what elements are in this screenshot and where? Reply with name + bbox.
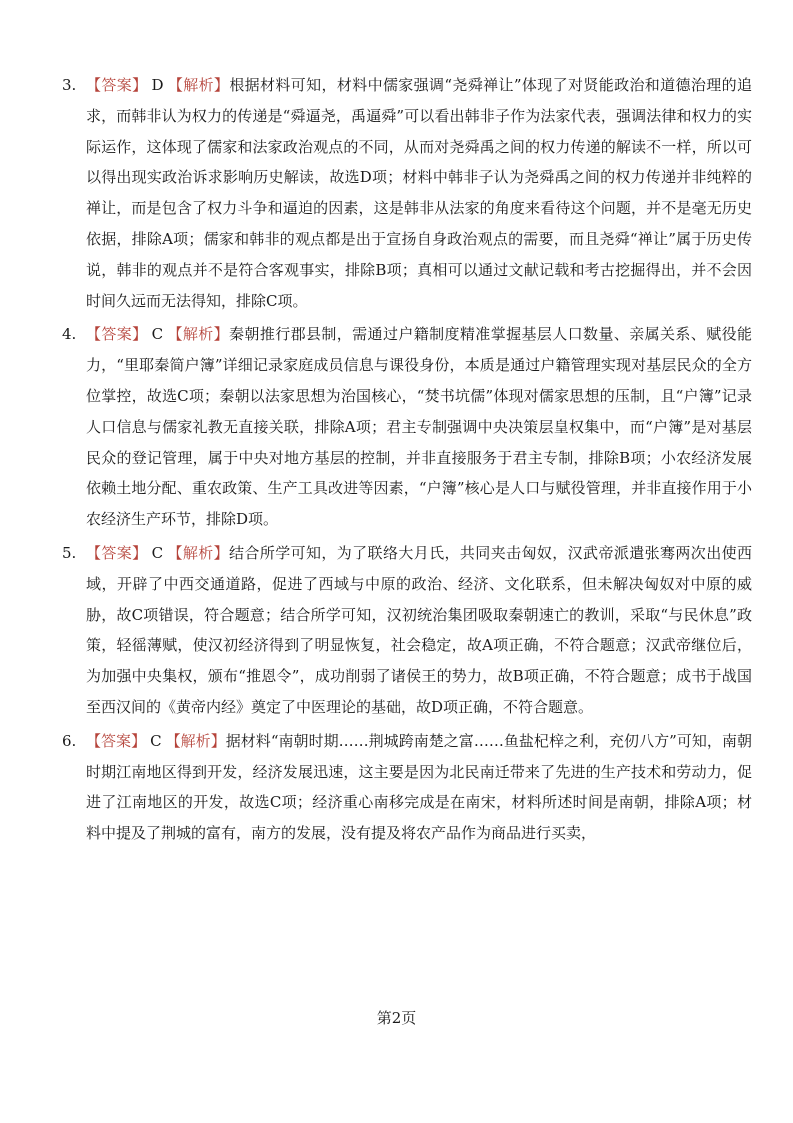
analysis-tag: 【解析】 [167,543,230,562]
analysis-tag: 【解析】 [165,731,226,750]
question-item-5 [62,538,752,723]
analysis-text: 根据材料可知，材料中儒家强调“尧舜禅让”体现了对贤能政治和道德治理的追求，而韩非认为权力的传递是“舜逼尧，禹逼舜”可以看出韩非子作为法家代表，强调法律和权力的实际运作，这体现了儒家和法家政治观点的不同，从而对尧舜禹之间的权力传递的解读不一样，所以可以得出现实政治诉求影响历史解读，故选D项；材料中韩非子认为尧舜禹之间的权力传递并非纯粹的禅让，而是包含了权力斗争和逼迫的因素，这是韩非从法家的角度来看待这个问题，并不是毫无历史依据，排除A项；儒家和韩非的观点都是出于宣扬自身政治观点的需要，而且尧舜“禅让”属于历史传说，韩非的观点并不是符合客观事实，排除B项；真相可以通过文献记载和考古挖掘得出，并不会因时间久远而无法得知，排除C项。 [86,76,752,310]
analysis-text: 据材料“南朝时期……荆城跨南楚之富……鱼盐杞梓之利，充仞八方”可知，南朝时期江南地区得到开发，经济发展迅速，这主要是因为北民南迁带来了先进的生产技术和劳动力，促进了江南地区的开发，故选C项；经济重心南移完成是在南宋，材料所述时间是南朝，排除A项；材料中提及了荆城的富有，南方的发展，没有提及将农产品作为商品进行买卖， [86,731,752,843]
question-item-3 [62,70,752,316]
analysis-text: 结合所学可知，为了联络大月氏，共同夹击匈奴，汉武帝派遣张骞两次出使西域，开辟了中西交通道路，促进了西域与中原的政治、经济、文化联系，但未解决匈奴对中原的威胁，故C项错误，符合题意；结合所学可知，汉初统治集团吸取秦朝速亡的教训，采取“与民休息”政策，轻徭薄赋，使汉初经济得到了明显恢复，社会稳定，故A项正确，不符合题意；汉武帝继位后，为加强中央集权，颁布“推恩令”，成功削弱了诸侯王的势力，故B项正确，不符合题意；成书于战国至西汉间的《黄帝内经》奠定了中医理论的基础，故D项正确，不符合题意。 [86,543,752,716]
answer-analysis-list [62,70,752,852]
analysis-text: 秦朝推行郡县制，需通过户籍制度精准掌握基层人口数量、亲属关系、赋役能力，“里耶秦简户簿”详细记录家庭成员信息与课役身份，本质是通过户籍管理实现对基层民众的全方位掌控，故选C项；秦朝以法家思想为治国核心，“焚书坑儒”体现对儒家思想的压制，且“户簿”记录人口信息与儒家礼教无直接关联，排除A项；君主专制强调中央决策层皇权集中，而“户簿”是对基层民众的登记管理，属于中央对地方基层的控制，并非直接服务于君主专制，排除B项；小农经济发展依赖土地分配、重农政策、生产工具改进等因素，“户簿”核心是人口与赋役管理，并非直接作用于小农经济生产环节，排除D项。 [86,325,752,529]
question-number: 6. [62,731,77,750]
answer-letter: C [151,325,164,344]
answer-letter: C [150,731,162,750]
answer-tag: 【答案】 [86,325,148,344]
answer-tag: 【答案】 [86,543,148,562]
answer-letter: D [151,76,164,94]
answer-letter: C [151,543,164,562]
question-body [86,319,752,535]
analysis-tag: 【解析】 [167,76,230,94]
question-number: 5. [62,543,77,562]
question-number: 4. [62,325,77,344]
analysis-tag: 【解析】 [167,325,230,344]
question-body [86,70,752,316]
page-number: 第2页 [376,1009,417,1027]
question-item-4 [62,319,752,535]
question-number: 3. [62,76,77,94]
question-body [86,538,752,723]
answer-tag: 【答案】 [86,76,148,94]
question-item-6 [62,726,752,849]
answer-tag: 【答案】 [86,731,147,750]
question-body [86,726,752,849]
